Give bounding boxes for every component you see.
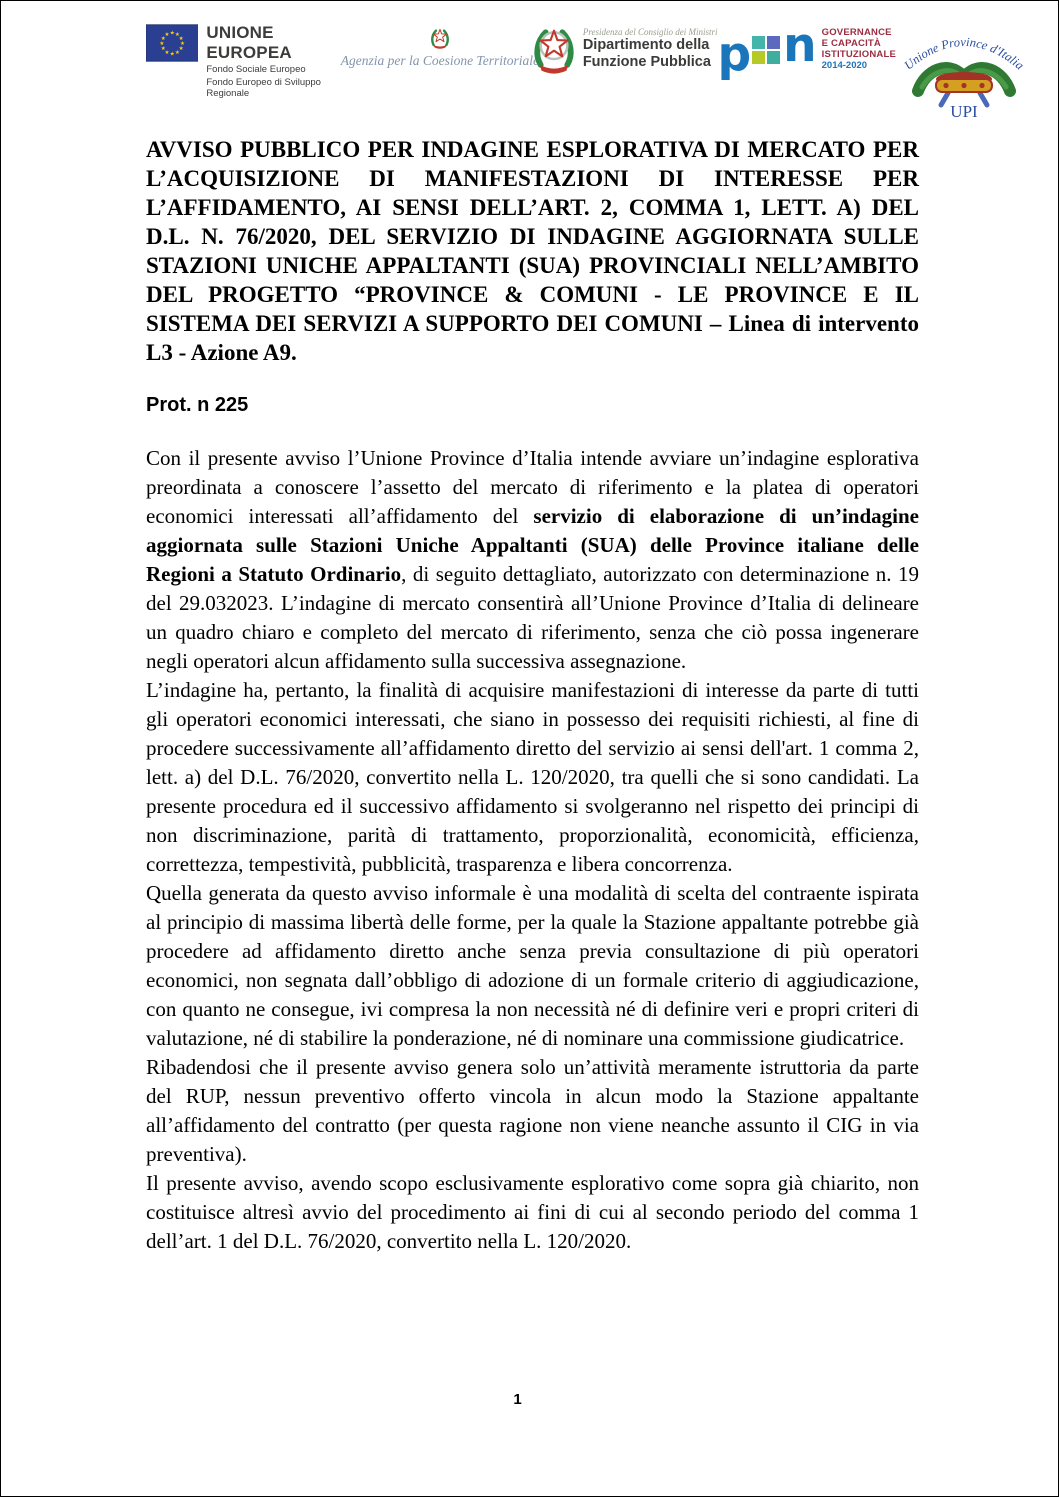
paragraph-1-text-cont: , di seguito dettagliato, autorizzato con determinazione n. 19 del 29.032023. L’indagine di mercato consentirà all’Unione Province d’Italia di delineare un quadro chiaro e completo del mercato di riferimento, senza che ciò possa ingenerare negli operatori alcun affidamento sulla successiva assegnazione. — [146, 562, 919, 673]
logo-pon-governance — [717, 18, 897, 82]
eu-flag-icon — [146, 23, 198, 63]
eu-logo-subtitle-2: Fondo Europeo di Sviluppo Regionale — [206, 76, 321, 99]
document-title: AVVISO PUBBLICO PER INDAGINE ESPLORATIVA DI MERCATO PER L’ACQUISIZIONE DI MANIFESTAZIONI DI INTERESSE PER L’AFFIDAMENTO, AI SENSI DELL’ART. 2, COMMA 1, LETT. A) DEL D.L. N. 76/2020, DEL SERVIZIO DI INDAGINE AGGIORNATA SULLE STAZIONI UNICHE APPALTANTI (SUA) PROVINCIALI NELL’AMBITO DEL PROGETTO “PROVINCE & COMUNI - LE PROVINCE E IL SISTEMA DEI SERVIZI A SUPPORTO DEI COMUNI – Linea di intervento L3 - Azione A9. — [146, 137, 919, 365]
paragraph-1 — [146, 444, 919, 676]
dipartimento-line-2: Funzione Pubblica — [582, 54, 711, 70]
page-number: 1 — [513, 1391, 522, 1408]
pon-line-1: GOVERNANCE — [821, 27, 892, 38]
paragraph-3: Quella generata da questo avviso informale è una modalità di scelta del contraente ispirata al principio di massima libertà delle forme, per la quale la Stazione appaltante potrebbe già procedere ad affidamento diretto anche senza previa consultazione di più operatori economici, non segnata dall’obbligo di adozione di un formale criterio di aggiudicazione, con quanto ne consegue, ivi compresa la non necessità né di definire veri e propri criteri di valutazione, né di stabilire la ponderazione, né di nominare una commissione giudicatrice. — [146, 881, 919, 1050]
logo-upi — [896, 17, 1032, 121]
upi-crest-icon — [896, 17, 1032, 121]
svg-text:★: ★ — [169, 51, 175, 58]
pon-years: 2014-2020 — [821, 60, 868, 71]
italy-emblem-icon — [428, 25, 452, 49]
upi-label: UPI — [950, 102, 978, 121]
svg-text:★: ★ — [178, 35, 184, 42]
svg-text:★: ★ — [160, 46, 166, 53]
svg-text:★: ★ — [164, 32, 170, 39]
dipartimento-logo-text — [583, 27, 718, 71]
paragraph-2: L’indagine ha, pertanto, la finalità di acquisire manifestazioni di interesse da parte di tutti gli operatori economici interessati, che siano in possesso dei requisiti richiesti, al fine di procedere successivamente all’affidamento diretto del servizio ai sensi dell'art. 1 comma 2, lett. a) del D.L. 76/2020, convertito nella L. 120/2020, tra quelli che si sono candidati. La presente procedura ed il successivo affidamento si svolgeranno nel rispetto dei principi di non discriminazione, parità di trattamento, proporzionalità, economicità, efficienza, correttezza, tempestività, pubblicità, trasparenza e libera concorrenza. — [146, 678, 919, 876]
svg-text:★: ★ — [160, 35, 166, 42]
upi-arc-text: Unione Province d'Italia — [901, 34, 1027, 73]
logo-dipartimento-funzione-pubblica — [529, 21, 718, 77]
paragraph-5: Il presente avviso, avendo scopo esclusivamente esplorativo come sopra già chiarito, non costituisce altresì avvio del procedimento ai fini di cui al secondo periodo del comma 1 dell’art. 1 del D.L. 76/2020, convertito nella L. 120/2020. — [146, 1171, 919, 1253]
svg-text:★: ★ — [174, 32, 180, 39]
svg-text:★: ★ — [178, 46, 184, 53]
pon-squares-icon — [752, 36, 780, 64]
paragraph-4: Ribadendosi che il presente avviso genera solo un’attività meramente istruttoria da parte del RUP, nessun preventivo offerto vincola in alcun modo la Stazione appaltante all’affidamento del contratto (per questa ragione non viene neanche assunto il CIG in via preventiva). — [146, 1055, 919, 1166]
dipartimento-script-line: Presidenza del Consiglio dei Ministri — [582, 27, 718, 37]
svg-text:★: ★ — [159, 40, 165, 47]
pon-line-3: ISTITUZIONALE — [821, 49, 896, 60]
paragraph-1-bold-text: servizio di elaborazione di un’indagine aggiornata sulle Stazioni Uniche Appaltanti (SUA) delle Province italiane delle Regioni a Statuto Ordinario — [146, 504, 919, 586]
dipartimento-line-1: Dipartimento della — [582, 37, 710, 53]
paragraph-1-text: Con il presente avviso l’Unione Province d’Italia intende avviare un’indagine esplorativa preordinata a conoscere l’assetto del mercato di riferimento e la platea di operatori economici interessati all’affidamento del — [146, 446, 919, 528]
italy-emblem-icon — [529, 21, 579, 77]
svg-text:★: ★ — [180, 40, 185, 47]
svg-text:★: ★ — [169, 30, 175, 37]
pon-logo-text — [822, 27, 896, 71]
eu-logo-title: UNIONE EUROPEA — [206, 23, 292, 62]
svg-text:★: ★ — [164, 49, 170, 56]
document-body — [1, 135, 1058, 1256]
agenzia-logo-text: Agenzia per la Coesione Territoriale — [340, 53, 539, 68]
header-logos — [146, 17, 1032, 125]
svg-text:★: ★ — [174, 49, 180, 56]
logo-agenzia-coesione — [340, 25, 539, 69]
protocol-number: Prot. n 225 — [146, 394, 249, 416]
svg-text:Unione Province d'Italia — [902, 35, 1027, 73]
eu-logo-subtitle-1: Fondo Sociale Europeo — [206, 64, 306, 75]
pon-wordmark-icon: p n — [717, 18, 815, 82]
logo-unione-europea — [146, 23, 351, 100]
pon-line-2: E CAPACITÀ — [821, 38, 881, 49]
eu-logo-text — [206, 23, 350, 100]
